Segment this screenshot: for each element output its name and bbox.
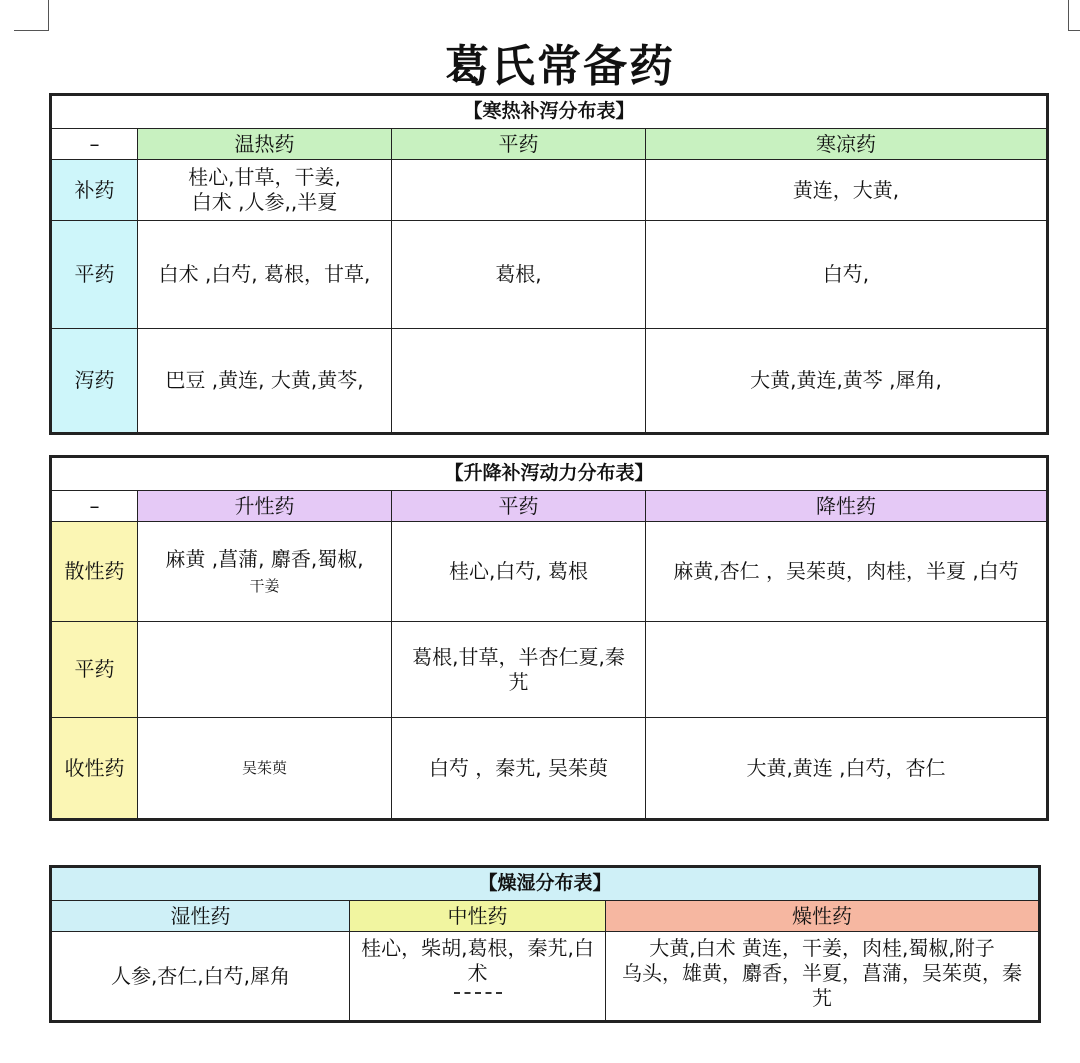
dashed-underline <box>454 992 502 994</box>
table-caption: 【寒热补泻分布表】 <box>52 96 1047 129</box>
column-header-dry: 燥性药 <box>606 901 1039 932</box>
cell-main-text: 麻黄 ,菖蒲, 麝香,蜀椒, <box>165 546 364 571</box>
table-cell: 黄连，大黄, <box>646 160 1047 221</box>
table-caption: 【燥湿分布表】 <box>52 868 1039 901</box>
table-cell: 桂心,白芍, 葛根 <box>392 522 646 622</box>
table-cell: 大黄,白术 黄连，干姜，肉桂,蜀椒,附子 乌头，雄黄，麝香，半夏，菖蒲，吴茱萸，秦 艽 <box>606 932 1039 1021</box>
row-header-tonify: 补药 <box>52 160 138 221</box>
row-header-neutral: 平药 <box>52 221 138 329</box>
corner-cell: – <box>52 491 138 522</box>
table-cell: 人参,杏仁,白芍,犀角 <box>52 932 350 1021</box>
table-cell <box>350 932 606 1021</box>
row-header-neutral: 平药 <box>52 622 138 718</box>
column-header-warm: 温热药 <box>138 129 392 160</box>
table-cell: 麻黄,杏仁 ，吴茱萸，肉桂，半夏 ,白芍 <box>646 522 1047 622</box>
column-header-neutral: 平药 <box>392 129 646 160</box>
page-corner-mark-right <box>1068 0 1080 31</box>
row-header-astringent: 收性药 <box>52 718 138 819</box>
table-cell <box>392 160 646 221</box>
table-caption: 【升降补泻动力分布表】 <box>52 458 1047 491</box>
table-cell <box>138 522 392 622</box>
row-header-purge: 泻药 <box>52 329 138 433</box>
dry-wet-table <box>49 865 1041 1023</box>
cell-main-text: 桂心，柴胡,葛根，秦艽,白 术 <box>361 936 594 985</box>
table-cell <box>646 622 1047 718</box>
column-header-neutral: 中性药 <box>350 901 606 932</box>
table-cell <box>138 622 392 718</box>
column-header-wet: 湿性药 <box>52 901 350 932</box>
column-header-neutral: 平药 <box>392 491 646 522</box>
ascend-descend-table <box>49 455 1049 821</box>
column-header-ascending: 升性药 <box>138 491 392 522</box>
table-cell: 巴豆 ,黄连, 大黄,黄芩, <box>138 329 392 433</box>
table-cell: 葛根,甘草，半杏仁夏,秦 艽 <box>392 622 646 718</box>
cold-heat-table <box>49 93 1049 435</box>
table-cell: 大黄,黄连,黄芩 ,犀角, <box>646 329 1047 433</box>
table-cell: 桂心,甘草，干姜, 白术 ,人参,,半夏 <box>138 160 392 221</box>
page-title: 葛氏常备药 <box>445 41 675 92</box>
cell-extra-text: 干姜 <box>249 576 280 595</box>
table-cell <box>392 329 646 433</box>
column-header-descending: 降性药 <box>646 491 1047 522</box>
corner-cell: – <box>52 129 138 160</box>
page-corner-mark-left <box>14 0 49 31</box>
row-header-dispersing: 散性药 <box>52 522 138 622</box>
table-cell: 大黄,黄连 ,白芍，杏仁 <box>646 718 1047 819</box>
table-cell: 吴茱萸 <box>138 718 392 819</box>
table-cell: 白术 ,白芍, 葛根，甘草, <box>138 221 392 329</box>
table-cell: 白芍 ，秦艽, 吴茱萸 <box>392 718 646 819</box>
column-header-cold: 寒凉药 <box>646 129 1047 160</box>
table-cell: 葛根, <box>392 221 646 329</box>
table-cell: 白芍, <box>646 221 1047 329</box>
